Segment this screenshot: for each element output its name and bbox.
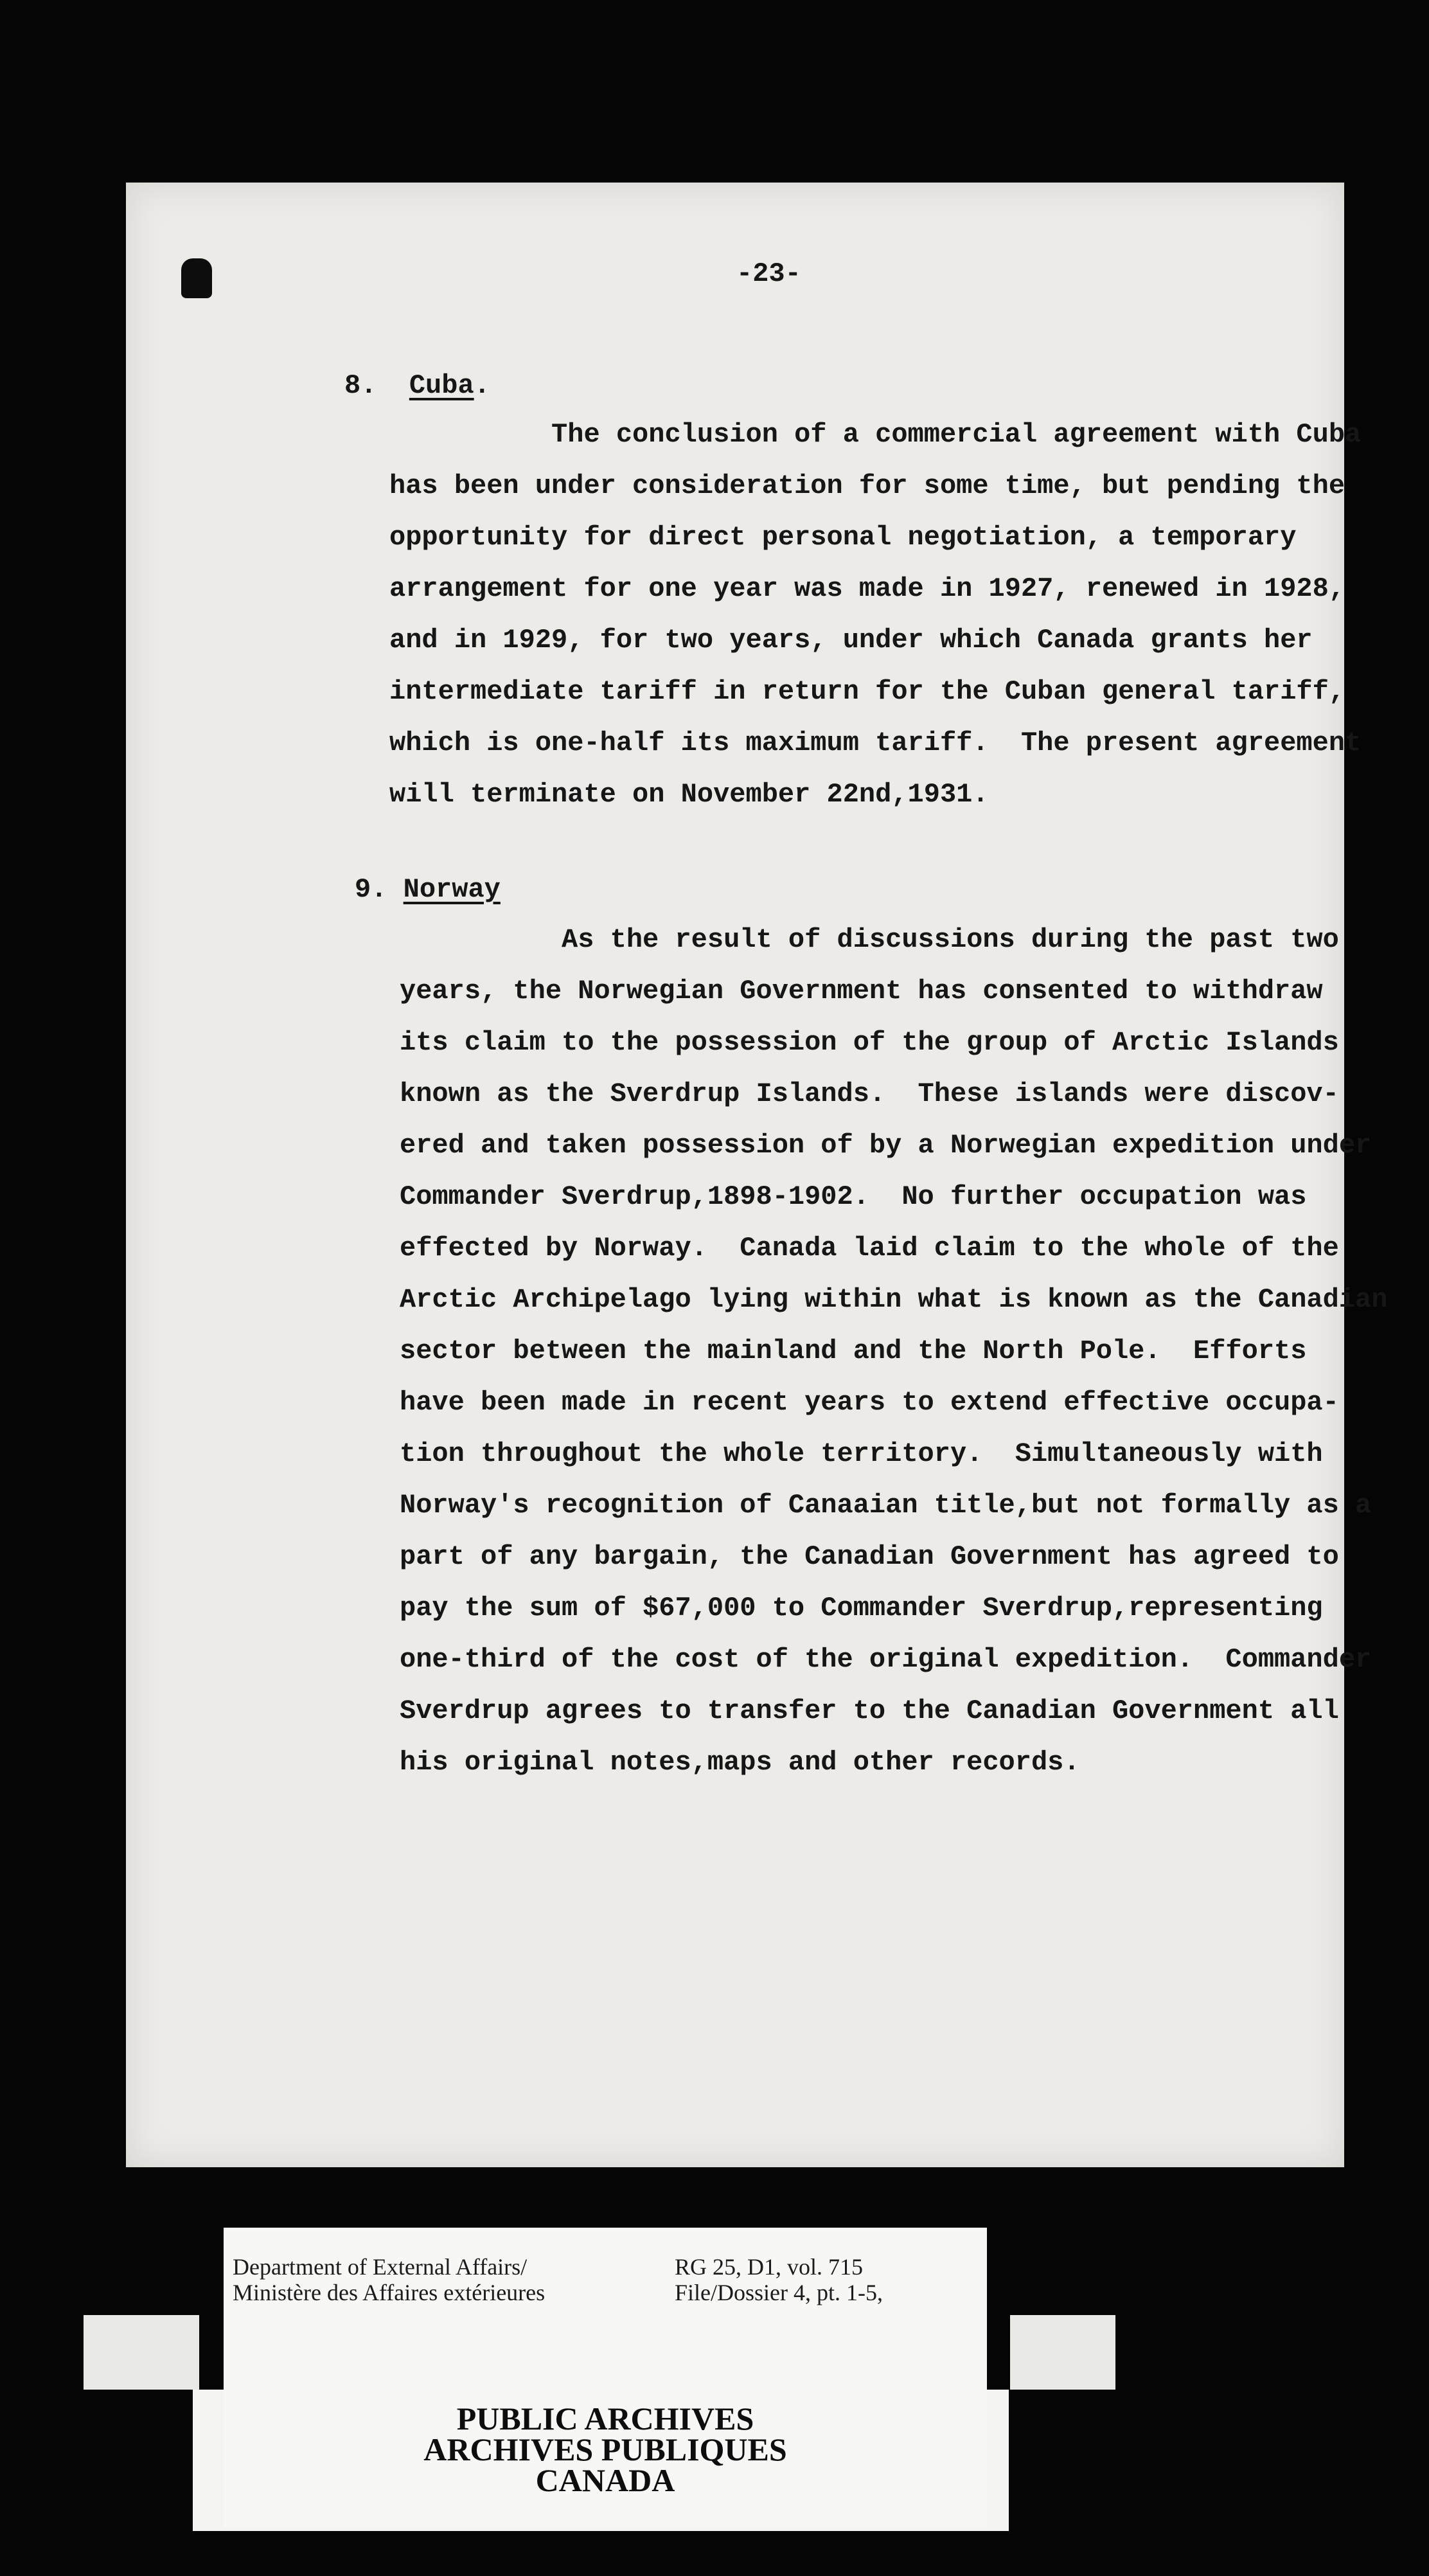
- text-line: opportunity for direct personal negotiation, a temporary: [389, 522, 1297, 553]
- text-line: and in 1929, for two years, under which Canada grants her: [389, 625, 1313, 656]
- reference-rg: RG 25, D1, vol. 715: [675, 2254, 864, 2280]
- text-line: intermediate tariff in return for the Cuban general tariff,: [389, 676, 1345, 707]
- text-line: have been made in recent years to extend effective occupa-: [400, 1387, 1339, 1418]
- department-fr: Ministère des Affaires extérieures: [233, 2280, 546, 2305]
- page-number: -23-: [736, 258, 801, 289]
- text-line: which is one-half its maximum tariff. The present agreement: [389, 728, 1362, 758]
- text-line: Commander Sverdrup,1898-1902. No further occupation was: [400, 1181, 1307, 1212]
- text-line: pay the sum of $67,000 to Commander Sverdrup,representing: [400, 1593, 1323, 1623]
- text-line: Sverdrup agrees to transfer to the Canadian Government all: [400, 1695, 1339, 1726]
- text-line: sector between the mainland and the North Pole. Efforts: [400, 1336, 1307, 1366]
- text-line: tion throughout the whole territory. Simultaneously with: [400, 1438, 1323, 1469]
- section-paragraph-norway: [400, 914, 1388, 1788]
- section-title: Cuba: [409, 370, 474, 401]
- label-strip-left: [84, 2315, 199, 2390]
- text-line: The conclusion of a commercial agreement with Cuba: [389, 419, 1362, 450]
- text-line: effected by Norway. Canada laid claim to the whole of the: [400, 1233, 1339, 1264]
- archives-stamp-line1: PUBLIC ARCHIVES: [456, 2401, 754, 2437]
- reference-file: File/Dossier 4, pt. 1-5,: [675, 2280, 883, 2305]
- text-line: ered and taken possession of by a Norwegian expedition under: [400, 1130, 1372, 1161]
- section-title: Norway: [403, 874, 501, 905]
- text-line: has been under consideration for some time, but pending the: [389, 470, 1345, 501]
- text-line: years, the Norwegian Government has consented to withdraw: [400, 976, 1323, 1006]
- section-paragraph-cuba: [389, 409, 1362, 820]
- text-line: Norway's recognition of Canaaian title,but not formally as a: [400, 1490, 1372, 1521]
- section-title-suffix: .: [474, 370, 490, 401]
- department-en: Department of External Affairs/: [233, 2254, 528, 2280]
- text-line: known as the Sverdrup Islands. These islands were discov-: [400, 1078, 1339, 1109]
- label-strip-right: [1010, 2315, 1115, 2390]
- text-line: its claim to the possession of the group of Arctic Islands: [400, 1027, 1339, 1058]
- archives-stamp-line2: ARCHIVES PUBLIQUES: [423, 2431, 787, 2467]
- section-heading-cuba: [344, 370, 490, 401]
- section-number: 9.: [355, 874, 387, 905]
- section-heading-norway: [355, 874, 501, 905]
- text-line: As the result of discussions during the past two: [400, 924, 1339, 955]
- archives-stamp-line3: CANADA: [535, 2462, 675, 2498]
- text-line: his original notes,maps and other records.: [400, 1747, 1080, 1778]
- text-line: Arctic Archipelago lying within what is known as the Canadian: [400, 1284, 1388, 1315]
- section-number: 8.: [344, 370, 377, 401]
- text-line: one-third of the cost of the original expedition. Commander: [400, 1644, 1372, 1675]
- document-page: [126, 183, 1388, 2167]
- text-line: will terminate on November 22nd,1931.: [389, 779, 989, 810]
- punch-hole: [181, 258, 212, 298]
- text-line: part of any bargain, the Canadian Government has agreed to: [400, 1541, 1339, 1572]
- text-line: arrangement for one year was made in 1927, renewed in 1928,: [389, 573, 1345, 604]
